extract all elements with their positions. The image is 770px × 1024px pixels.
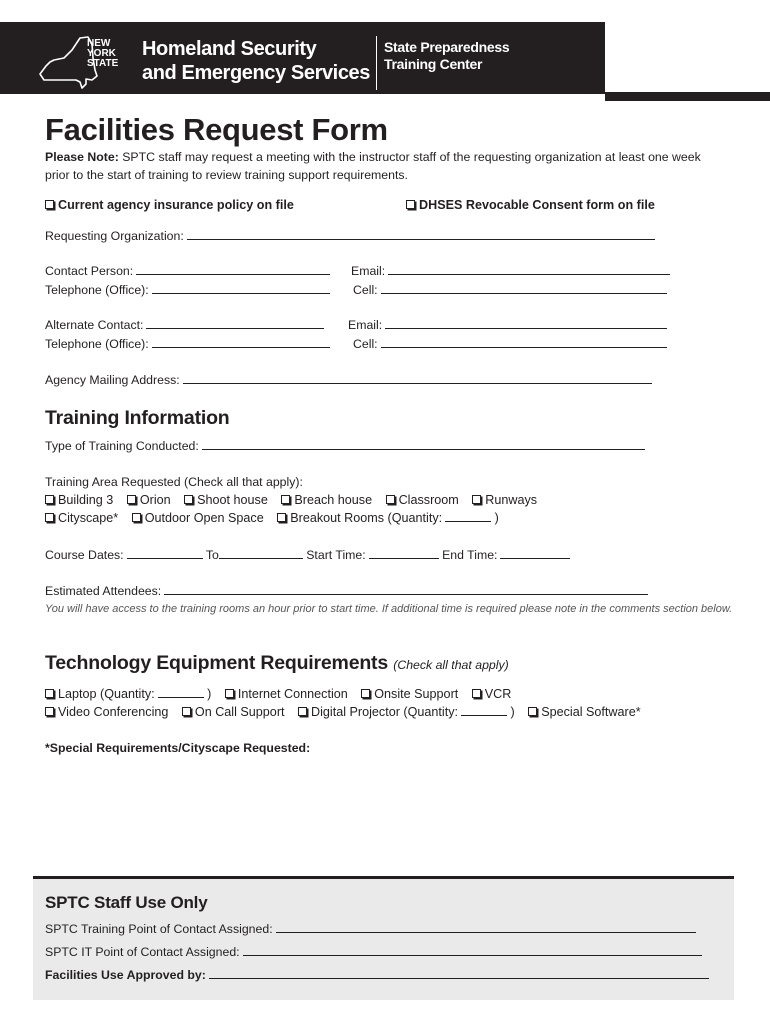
- tech-special-software[interactable]: [528, 705, 640, 720]
- checkbox-label: Breach house: [294, 493, 373, 507]
- nys-logo-word: YORK: [87, 48, 116, 59]
- note-text: SPTC staff may request a meeting with the instructor staff of the requesting organization at least one week prior to the start of training to review training support requirements.: [45, 150, 701, 182]
- technology-heading-note: (Check all that apply): [393, 658, 509, 672]
- tech-onsite-support[interactable]: [361, 687, 458, 702]
- close-paren: ): [494, 511, 499, 525]
- checkbox-icon[interactable]: [127, 495, 136, 504]
- tech-internet-connection[interactable]: [225, 687, 348, 702]
- contact-person-input[interactable]: [136, 264, 330, 275]
- area-breach-house[interactable]: [281, 493, 372, 508]
- nys-logo-word: NEW: [87, 38, 111, 49]
- field-label: Agency Mailing Address:: [45, 373, 180, 387]
- note-label: Please Note:: [45, 150, 119, 164]
- alternate-email-input[interactable]: [385, 318, 667, 329]
- training-poc-field[interactable]: [45, 922, 696, 937]
- checkbox-label: Classroom: [398, 493, 459, 507]
- checkbox-icon[interactable]: [45, 707, 54, 716]
- alternate-email-field[interactable]: [348, 318, 667, 333]
- checkbox-label: Current agency insurance policy on file: [58, 198, 294, 212]
- area-classroom[interactable]: [386, 493, 459, 508]
- area-shoot-house[interactable]: [184, 493, 268, 508]
- field-label: Telephone (Office):: [45, 283, 149, 297]
- agency-mailing-field[interactable]: [45, 373, 652, 388]
- technology-row-2: [45, 705, 641, 720]
- area-breakout-rooms[interactable]: [277, 511, 499, 526]
- checkbox-icon[interactable]: [406, 200, 415, 209]
- training-area-label: Training Area Requested (Check all that apply):: [45, 475, 303, 489]
- checkbox-icon[interactable]: [225, 689, 234, 698]
- area-orion[interactable]: [127, 493, 171, 508]
- header-divider: [376, 36, 377, 90]
- area-cityscape[interactable]: [45, 511, 118, 526]
- checkbox-label: Building 3: [58, 493, 114, 507]
- checkbox-label: Internet Connection: [237, 687, 348, 701]
- field-label: SPTC IT Point of Contact Assigned:: [45, 945, 240, 959]
- attendees-field[interactable]: [45, 584, 648, 599]
- checkbox-label: On Call Support: [194, 705, 285, 719]
- area-outdoor-open-space[interactable]: [132, 511, 264, 526]
- field-label: Cell:: [353, 283, 378, 297]
- checkbox-label: Runways: [485, 493, 538, 507]
- training-poc-input[interactable]: [276, 922, 696, 933]
- close-paren: ): [207, 687, 212, 701]
- checkbox-label: Onsite Support: [374, 687, 459, 701]
- checkbox-icon[interactable]: [182, 707, 191, 716]
- tech-laptop[interactable]: [45, 687, 211, 702]
- staff-use-heading: SPTC Staff Use Only: [45, 893, 208, 912]
- checkbox-icon[interactable]: [281, 495, 290, 504]
- agency-name-line1: Homeland Security: [142, 38, 317, 60]
- revocable-consent-check[interactable]: [406, 198, 655, 213]
- tech-on-call-support[interactable]: [182, 705, 285, 720]
- checkbox-icon[interactable]: [45, 513, 54, 522]
- field-label: End Time:: [442, 548, 498, 562]
- alternate-cell-field[interactable]: [353, 337, 667, 352]
- checkbox-icon[interactable]: [361, 689, 370, 698]
- approved-by-input[interactable]: [209, 968, 709, 979]
- field-label: Start Time:: [306, 548, 366, 562]
- area-runways[interactable]: [472, 493, 537, 508]
- agency-name-line2: and Emergency Services: [142, 62, 370, 84]
- access-note: You will have access to the training rooms an hour prior to start time. If additional time is required please note in the comments section below.: [45, 603, 733, 615]
- checkbox-label: DHSES Revocable Consent form on file: [419, 198, 655, 212]
- alternate-contact-field[interactable]: [45, 318, 324, 333]
- close-paren: ): [510, 705, 515, 719]
- training-area-row-1: [45, 493, 537, 508]
- special-requirements-label: *Special Requirements/Cityscape Requested:: [45, 741, 311, 755]
- checkbox-label: Orion: [139, 493, 171, 507]
- alternate-contact-input[interactable]: [146, 318, 324, 329]
- insurance-policy-check[interactable]: [45, 198, 294, 213]
- field-label: Email:: [351, 264, 386, 278]
- training-type-input[interactable]: [202, 439, 645, 450]
- it-poc-field[interactable]: [45, 945, 702, 960]
- training-area-row-2: [45, 511, 499, 526]
- checkbox-label: Laptop (Quantity:: [58, 687, 155, 701]
- checkbox-icon[interactable]: [45, 495, 54, 504]
- checkbox-label: Special Software*: [541, 705, 641, 719]
- attendees-input[interactable]: [164, 584, 648, 595]
- agency-name: [142, 37, 370, 85]
- nys-logo-text: [87, 39, 131, 69]
- requesting-org-field[interactable]: [45, 229, 655, 244]
- checkbox-label: VCR: [484, 687, 512, 701]
- end-time-input[interactable]: [500, 548, 570, 559]
- checkbox-icon[interactable]: [386, 495, 395, 504]
- checkbox-icon[interactable]: [45, 200, 54, 209]
- tech-vcr[interactable]: [472, 687, 512, 702]
- telephone-office-input[interactable]: [152, 283, 330, 294]
- course-date-to-input[interactable]: [219, 548, 303, 559]
- contact-person-field[interactable]: [45, 264, 330, 279]
- alternate-cell-input[interactable]: [381, 337, 667, 348]
- field-label: Type of Training Conducted:: [45, 439, 199, 453]
- field-label: To: [205, 548, 219, 562]
- projector-quantity-input[interactable]: [461, 705, 507, 716]
- checkbox-icon[interactable]: [472, 495, 481, 504]
- checkbox-label: Video Conferencing: [58, 705, 169, 719]
- checkbox-label: Cityscape*: [58, 511, 119, 525]
- tech-video-conferencing[interactable]: [45, 705, 168, 720]
- checkbox-label: Digital Projector (Quantity:: [311, 705, 458, 719]
- field-label: Email:: [348, 318, 383, 332]
- page-title: Facilities Request Form: [45, 112, 388, 147]
- training-center-name: [384, 39, 509, 73]
- checkbox-label: Outdoor Open Space: [144, 511, 264, 525]
- field-label: Course Dates:: [45, 548, 124, 562]
- field-label: Facilities Use Approved by:: [45, 968, 206, 982]
- checkbox-label: Shoot house: [197, 493, 268, 507]
- training-info-heading: Training Information: [45, 407, 230, 429]
- approved-by-field[interactable]: [45, 968, 709, 983]
- field-label: Contact Person:: [45, 264, 134, 278]
- laptop-quantity-input[interactable]: [158, 687, 204, 698]
- technology-row-1: [45, 687, 511, 702]
- training-center-line1: State Preparedness: [384, 39, 510, 55]
- tech-digital-projector[interactable]: [298, 705, 515, 720]
- checkbox-icon[interactable]: [132, 513, 141, 522]
- technology-heading-text: Technology Equipment Requirements: [45, 652, 388, 674]
- checkbox-icon[interactable]: [472, 689, 481, 698]
- course-dates-row: [45, 548, 570, 563]
- requesting-org-input[interactable]: [187, 229, 655, 240]
- nys-logo-word: STATE: [87, 58, 119, 69]
- cell-input[interactable]: [381, 283, 667, 294]
- header-strip: [605, 92, 770, 101]
- telephone-office-field[interactable]: [45, 283, 330, 298]
- start-time-input[interactable]: [369, 548, 439, 559]
- technology-heading: [45, 652, 509, 675]
- please-note: [45, 149, 725, 184]
- alternate-telephone-field[interactable]: [45, 337, 330, 352]
- alternate-telephone-input[interactable]: [152, 337, 330, 348]
- training-center-line2: Training Center: [384, 56, 483, 72]
- cell-field[interactable]: [353, 283, 667, 298]
- field-label: Estimated Attendees:: [45, 584, 162, 598]
- field-label: Requesting Organization:: [45, 229, 184, 243]
- field-label: Alternate Contact:: [45, 318, 144, 332]
- agency-mailing-input[interactable]: [183, 373, 652, 384]
- checkbox-label: Breakout Rooms (Quantity:: [290, 511, 443, 525]
- area-building-3[interactable]: [45, 493, 113, 508]
- email-input[interactable]: [388, 264, 670, 275]
- checkbox-icon[interactable]: [277, 513, 286, 522]
- course-date-from-input[interactable]: [127, 548, 203, 559]
- field-label: SPTC Training Point of Contact Assigned:: [45, 922, 273, 936]
- field-label: Telephone (Office):: [45, 337, 149, 351]
- field-label: Cell:: [353, 337, 378, 351]
- checkbox-icon[interactable]: [45, 689, 54, 698]
- email-field[interactable]: [351, 264, 670, 279]
- checkbox-icon[interactable]: [298, 707, 307, 716]
- breakout-quantity-input[interactable]: [445, 511, 491, 522]
- checkbox-icon[interactable]: [184, 495, 193, 504]
- training-type-field[interactable]: [45, 439, 645, 454]
- it-poc-input[interactable]: [243, 945, 702, 956]
- checkbox-icon[interactable]: [528, 707, 537, 716]
